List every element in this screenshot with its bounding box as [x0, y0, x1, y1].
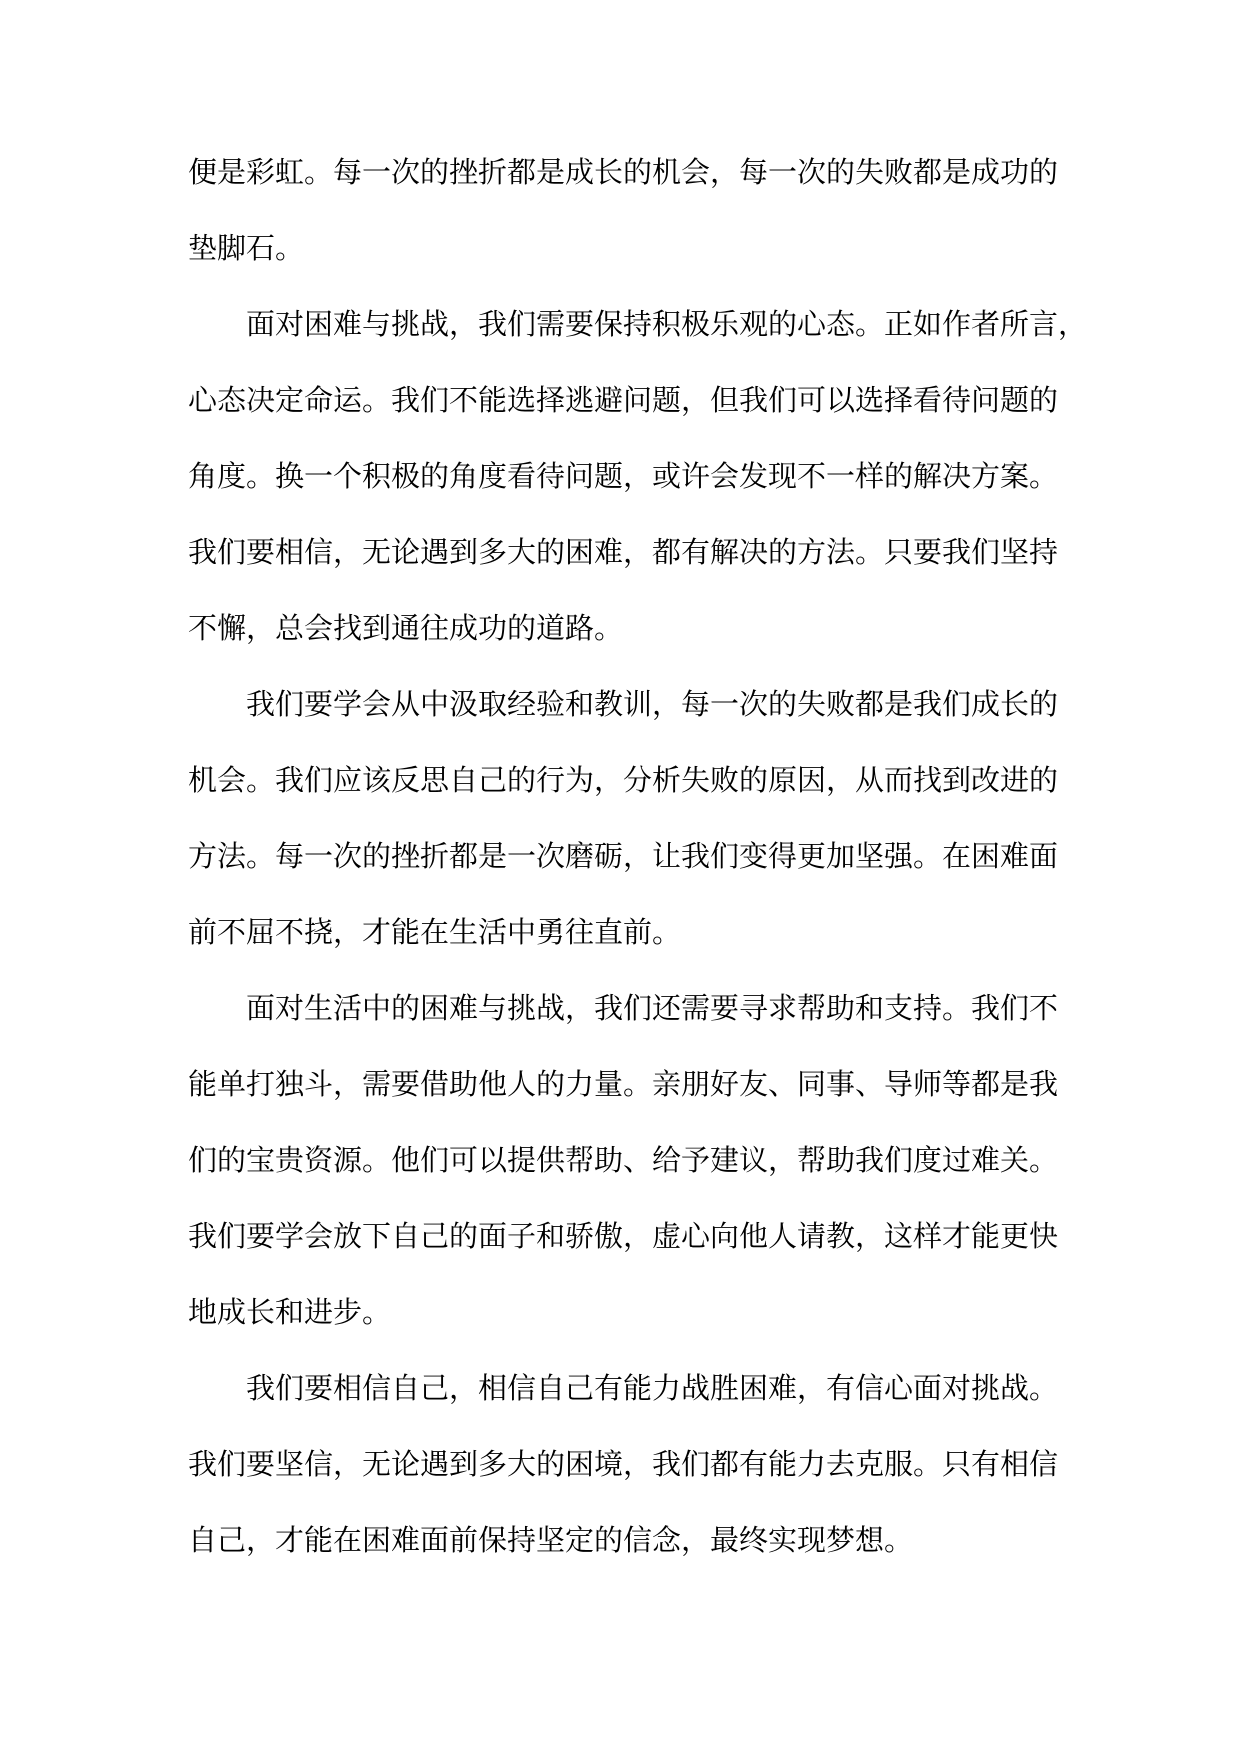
- text-line: 能单打独斗，需要借助他人的力量。亲朋好友、同事、导师等都是我: [188, 1067, 1059, 1101]
- text-line: 我们要相信，无论遇到多大的困难，都有解决的方法。只要我们坚持: [188, 535, 1059, 569]
- text-line: 我们要坚信，无论遇到多大的困境，我们都有能力去克服。只有相信: [188, 1447, 1059, 1481]
- text-line: 面对生活中的困难与挑战，我们还需要寻求帮助和支持。我们不: [246, 991, 1059, 1025]
- text-line: 方法。每一次的挫折都是一次磨砺，让我们变得更加坚强。在困难面: [188, 839, 1059, 873]
- text-line: 机会。我们应该反思自己的行为，分析失败的原因，从而找到改进的: [188, 763, 1059, 797]
- text-line: 面对困难与挑战，我们需要保持积极乐观的心态。正如作者所言，: [246, 307, 1088, 341]
- text-line: 我们要相信自己，相信自己有能力战胜困难，有信心面对挑战。: [246, 1371, 1059, 1405]
- paragraph-2: [188, 286, 1088, 666]
- text-line: 便是彩虹。每一次的挫折都是成长的机会，每一次的失败都是成功的: [188, 155, 1059, 189]
- text-line: 不懈，总会找到通往成功的道路。: [188, 611, 624, 645]
- paragraph-4: [188, 970, 1059, 1350]
- paragraph-5: [188, 1350, 1059, 1578]
- text-line: 心态决定命运。我们不能选择逃避问题，但我们可以选择看待问题的: [188, 383, 1059, 417]
- text-line: 们的宝贵资源。他们可以提供帮助、给予建议，帮助我们度过难关。: [188, 1143, 1059, 1177]
- text-line: 角度。换一个积极的角度看待问题，或许会发现不一样的解决方案。: [188, 459, 1059, 493]
- text-line: 自己，才能在困难面前保持坚定的信念，最终实现梦想。: [188, 1523, 914, 1557]
- text-line: 垫脚石。: [188, 231, 305, 265]
- document-body: [188, 134, 1088, 1578]
- text-line: 我们要学会放下自己的面子和骄傲，虚心向他人请教，这样才能更快: [188, 1219, 1059, 1253]
- text-line: 前不屈不挠，才能在生活中勇往直前。: [188, 915, 682, 949]
- text-line: 我们要学会从中汲取经验和教训，每一次的失败都是我们成长的: [246, 687, 1059, 721]
- paragraph-3: [188, 666, 1059, 970]
- text-line: 地成长和进步。: [188, 1295, 392, 1329]
- paragraph-1: [188, 134, 1059, 286]
